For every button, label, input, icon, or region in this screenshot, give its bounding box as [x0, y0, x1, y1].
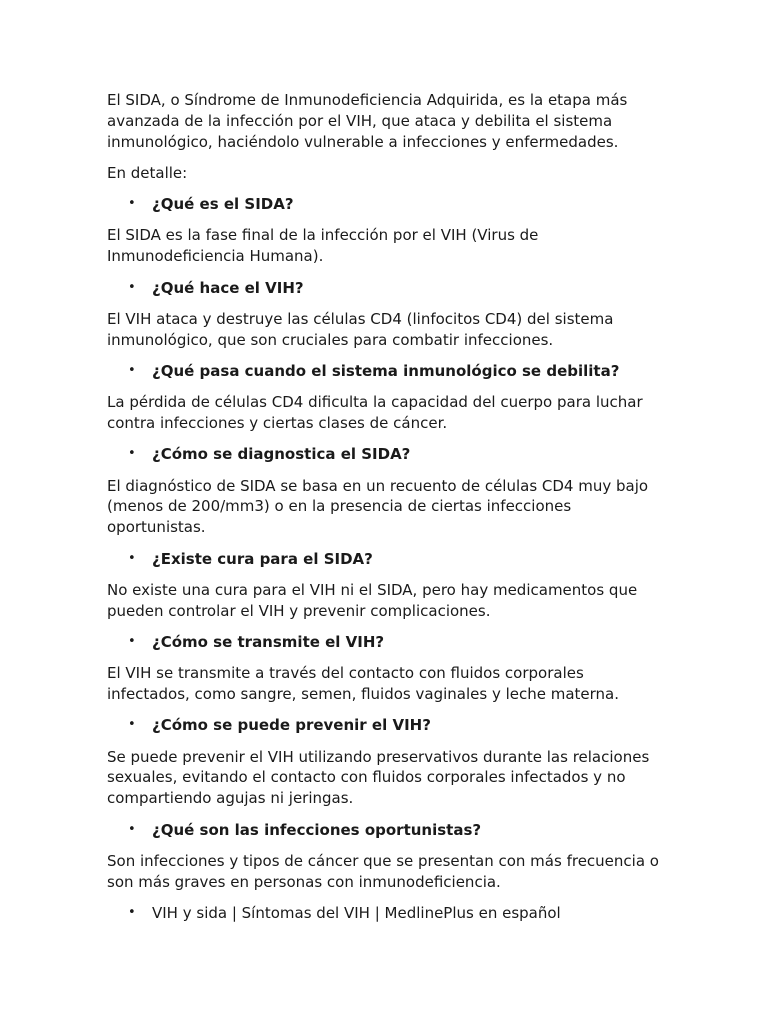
- answer-paragraph: Se puede prevenir el VIH utilizando preservativos durante las relaciones sexuales, evitando el contacto con fluidos corporales infectados y no compartiendo agujas ni jeringas.: [107, 747, 650, 808]
- intro-paragraph: El SIDA, o Síndrome de Inmunodeficiencia Adquirida, es la etapa más avanzada de la infección por el VIH, que ataca y debilita el sistema inmunológico, haciéndolo vulnerable a infecciones y enfermedades.: [107, 91, 628, 151]
- document-page: [107, 90, 667, 934]
- bullet-icon: •: [128, 633, 136, 649]
- question-item: [107, 278, 667, 299]
- question-item: [107, 820, 667, 841]
- question-bullet-list: [107, 820, 667, 841]
- bullet-icon: •: [128, 196, 136, 212]
- question-heading: ¿Qué pasa cuando el sistema inmunológico se debilita?: [152, 361, 620, 380]
- question-bullet-list: [107, 194, 667, 215]
- question-heading: ¿Qué hace el VIH?: [152, 278, 304, 297]
- answer-paragraph: El VIH ataca y destruye las células CD4 (linfocitos CD4) del sistema inmunológico, que son cruciales para combatir infecciones.: [107, 309, 614, 349]
- question-heading: ¿Qué son las infecciones oportunistas?: [152, 820, 482, 839]
- answer-paragraph: El VIH se transmite a través del contacto con fluidos corporales infectados, como sangre, semen, fluidos vaginales y leche materna.: [107, 664, 620, 704]
- question-bullet-list: [107, 278, 667, 299]
- question-item: [107, 632, 667, 653]
- bullet-icon: •: [128, 279, 136, 295]
- question-heading: ¿Qué es el SIDA?: [152, 195, 294, 214]
- answer-paragraph: No existe una cura para el VIH ni el SIDA, pero hay medicamentos que pueden controlar el VIH y prevenir complicaciones.: [107, 580, 638, 620]
- bullet-icon: •: [128, 904, 136, 920]
- answer-paragraph: El diagnóstico de SIDA se basa en un recuento de células CD4 muy bajo (menos de 200/mm3) o en la presencia de ciertas infecciones oportunistas.: [107, 476, 649, 537]
- detail-label: En detalle:: [107, 163, 188, 182]
- question-bullet-list: [107, 632, 667, 653]
- question-item: [107, 444, 667, 465]
- question-heading: ¿Cómo se puede prevenir el VIH?: [152, 716, 431, 735]
- question-item: [107, 361, 667, 382]
- question-heading: ¿Cómo se diagnostica el SIDA?: [152, 445, 411, 464]
- question-item: [107, 194, 667, 215]
- question-item: [107, 715, 667, 736]
- question-bullet-list: [107, 444, 667, 465]
- question-bullet-list: [107, 361, 667, 382]
- source-bullet-list: [107, 903, 667, 924]
- bullet-icon: •: [128, 821, 136, 837]
- question-bullet-list: [107, 549, 667, 570]
- answer-paragraph: La pérdida de células CD4 dificulta la capacidad del cuerpo para luchar contra infecciones y ciertas clases de cáncer.: [107, 393, 643, 433]
- source-link[interactable]: VIH y sida | Síntomas del VIH | MedlinePlus en español: [152, 903, 561, 922]
- bullet-icon: •: [128, 717, 136, 733]
- bullet-icon: •: [128, 446, 136, 462]
- question-item: [107, 549, 667, 570]
- answer-paragraph: El SIDA es la fase final de la infección por el VIH (Virus de Inmunodeficiencia Humana).: [107, 226, 539, 266]
- answer-paragraph: Son infecciones y tipos de cáncer que se presentan con más frecuencia o son más graves en personas con inmunodeficiencia.: [107, 851, 659, 891]
- source-item[interactable]: [107, 903, 667, 924]
- bullet-icon: •: [128, 550, 136, 566]
- question-heading: ¿Cómo se transmite el VIH?: [152, 632, 385, 651]
- question-bullet-list: [107, 715, 667, 736]
- bullet-icon: •: [128, 362, 136, 378]
- question-heading: ¿Existe cura para el SIDA?: [152, 549, 373, 568]
